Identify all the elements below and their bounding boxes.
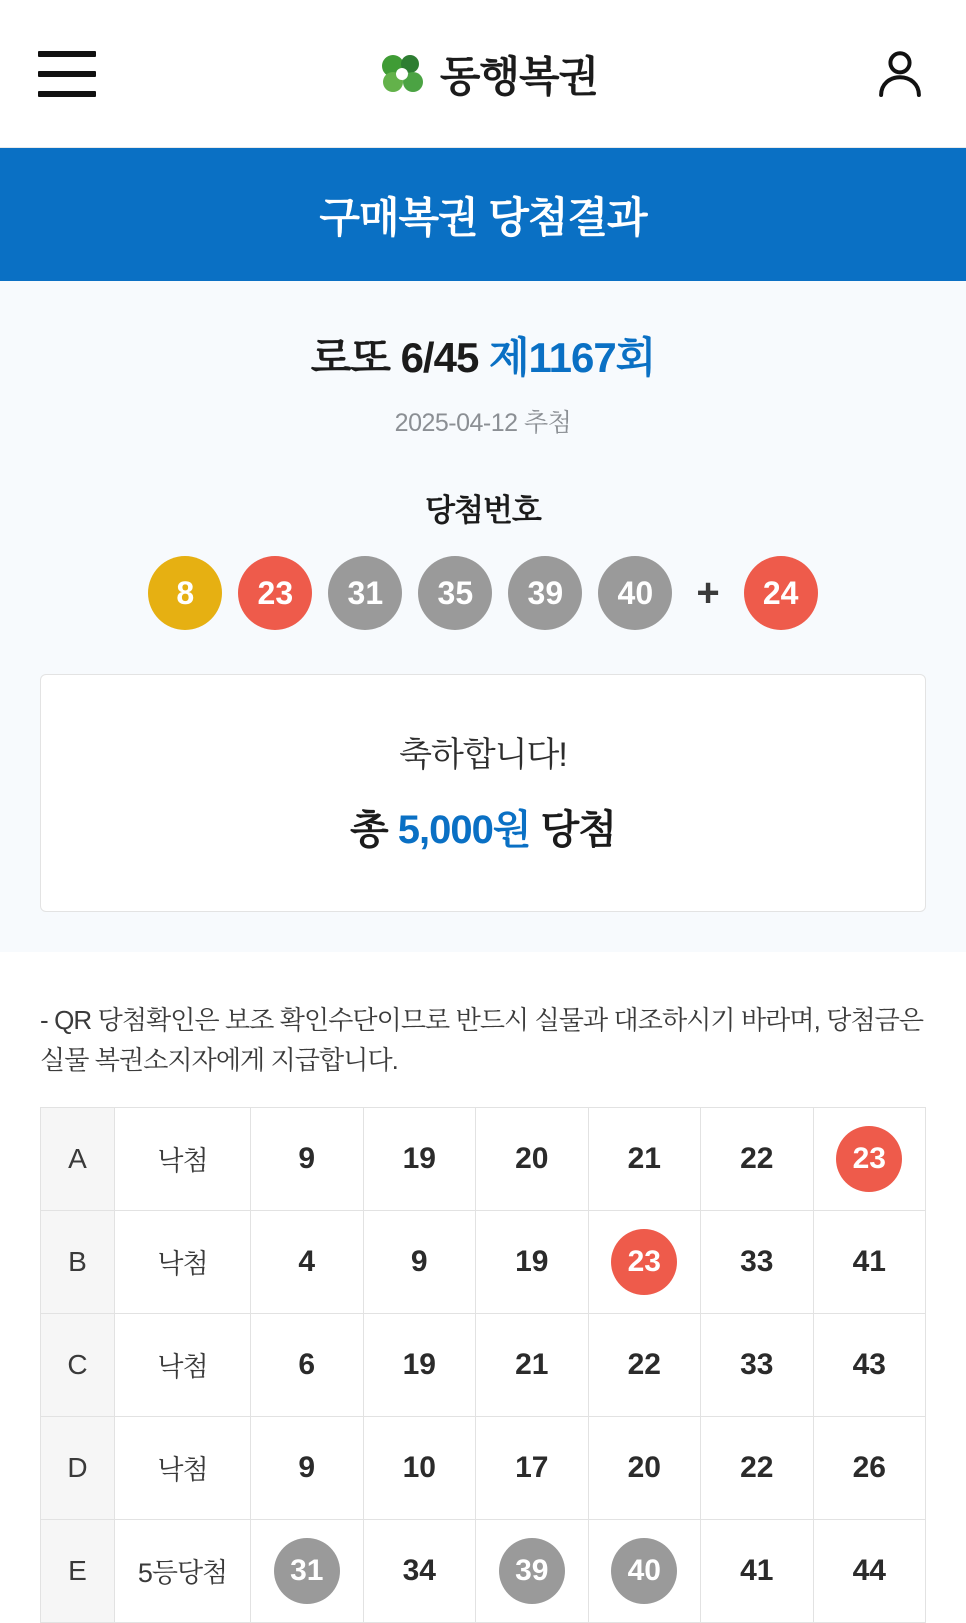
hamburger-icon[interactable] — [38, 51, 96, 97]
ticket-number-matched — [476, 1519, 589, 1622]
ticket-number — [476, 1313, 589, 1416]
number-text: 43 — [852, 1347, 886, 1381]
hamburger-bar — [38, 91, 96, 97]
clover-logo-icon — [380, 52, 428, 96]
number-text: 10 — [402, 1450, 436, 1484]
number-text: 17 — [515, 1450, 549, 1484]
number-text: 19 — [515, 1244, 549, 1278]
draw-date: 2025-04-12 추첨 — [394, 409, 572, 437]
ticket-number — [476, 1107, 589, 1210]
ticket-slot: E — [41, 1519, 115, 1622]
ticket-status: 낙첨 — [115, 1313, 251, 1416]
number-text: 19 — [402, 1347, 436, 1381]
page-banner — [0, 148, 966, 281]
number-text: 9 — [298, 1141, 316, 1175]
winning-ball: 23 — [238, 556, 312, 630]
number-text: 44 — [852, 1553, 886, 1587]
ticket-status: 5등당첨 — [115, 1519, 251, 1622]
game-round-heading — [0, 325, 966, 385]
total-suffix: 당첨 — [530, 808, 616, 852]
ticket-number — [476, 1416, 589, 1519]
ticket-number — [251, 1416, 364, 1519]
draw-result-section — [0, 281, 966, 952]
ticket-status: 낙첨 — [115, 1210, 251, 1313]
ticket-number — [588, 1416, 701, 1519]
number-text: 6 — [298, 1347, 316, 1381]
total-prize-line — [41, 798, 925, 855]
winning-numbers-row — [0, 556, 966, 630]
ticket-results-table — [40, 1107, 926, 1623]
number-text: 41 — [852, 1244, 886, 1278]
page-title: 구매복권 당첨결과 — [319, 193, 647, 241]
ticket-table-body — [41, 1107, 926, 1622]
ticket-number — [701, 1210, 814, 1313]
ticket-number — [588, 1107, 701, 1210]
ticket-number — [813, 1519, 926, 1622]
number-text: 26 — [852, 1450, 886, 1484]
total-prefix: 총 — [350, 808, 398, 852]
matched-ball: 40 — [611, 1538, 677, 1604]
table-row — [41, 1210, 926, 1313]
ticket-status: 낙첨 — [115, 1107, 251, 1210]
hamburger-bar — [38, 51, 96, 57]
winning-ball: 31 — [328, 556, 402, 630]
plus-sign: + — [696, 570, 720, 615]
ticket-number — [813, 1313, 926, 1416]
hamburger-bar — [38, 71, 96, 77]
winning-ball: 35 — [418, 556, 492, 630]
ticket-number-matched — [588, 1210, 701, 1313]
game-name: 로또 6/45 — [310, 334, 479, 381]
ticket-number — [251, 1107, 364, 1210]
number-text: 9 — [410, 1244, 428, 1278]
ticket-number — [363, 1210, 476, 1313]
brand-text: 동행복권 — [439, 52, 599, 100]
number-text: 22 — [740, 1141, 774, 1175]
number-text: 4 — [298, 1244, 316, 1278]
prize-amount: 5,000원 — [397, 808, 531, 852]
ticket-number — [701, 1416, 814, 1519]
ticket-number — [363, 1313, 476, 1416]
number-text: 20 — [515, 1141, 549, 1175]
winning-ball: 40 — [598, 556, 672, 630]
ticket-number — [701, 1313, 814, 1416]
number-text: 19 — [402, 1141, 436, 1175]
ticket-number — [476, 1210, 589, 1313]
person-icon[interactable] — [872, 46, 928, 102]
matched-ball: 23 — [836, 1126, 902, 1192]
ticket-number — [363, 1519, 476, 1622]
brand-logo[interactable] — [380, 44, 598, 104]
number-text: 21 — [515, 1347, 549, 1381]
ticket-number — [251, 1210, 364, 1313]
prize-summary-card — [40, 674, 926, 912]
winning-ball: 8 — [148, 556, 222, 630]
matched-ball: 39 — [499, 1538, 565, 1604]
ticket-number — [813, 1210, 926, 1313]
app-header — [0, 0, 966, 148]
table-row — [41, 1107, 926, 1210]
bonus-ball: 24 — [744, 556, 818, 630]
number-text: 33 — [740, 1347, 774, 1381]
number-text: 41 — [740, 1553, 774, 1587]
matched-ball: 31 — [274, 1538, 340, 1604]
ticket-number-matched — [588, 1519, 701, 1622]
ticket-slot: D — [41, 1416, 115, 1519]
ticket-status: 낙첨 — [115, 1416, 251, 1519]
number-text: 22 — [627, 1347, 661, 1381]
number-text: 33 — [740, 1244, 774, 1278]
ticket-number — [588, 1313, 701, 1416]
ticket-number-matched — [251, 1519, 364, 1622]
ticket-number-matched — [813, 1107, 926, 1210]
number-text: 22 — [740, 1450, 774, 1484]
ticket-number — [813, 1416, 926, 1519]
winning-numbers-label: 당첨번호 — [425, 493, 541, 528]
ticket-number — [363, 1107, 476, 1210]
ticket-number — [363, 1416, 476, 1519]
congrats-text: 축하합니다! — [399, 736, 567, 774]
ticket-slot: A — [41, 1107, 115, 1210]
round-number: 제1167회 — [488, 334, 656, 381]
number-text: 20 — [627, 1450, 661, 1484]
matched-ball: 23 — [611, 1229, 677, 1295]
number-text: 21 — [627, 1141, 661, 1175]
table-row — [41, 1416, 926, 1519]
number-text: 9 — [298, 1450, 316, 1484]
qr-notice-text: - QR 당첨확인은 보조 확인수단이므로 반드시 실물과 대조하시기 바라며, 당첨금은 실물 복권소지자에게 지급합니다. — [40, 1005, 924, 1076]
ticket-number — [701, 1107, 814, 1210]
ticket-slot: B — [41, 1210, 115, 1313]
number-text: 34 — [402, 1553, 436, 1587]
table-row — [41, 1519, 926, 1622]
ticket-number — [701, 1519, 814, 1622]
winning-ball: 39 — [508, 556, 582, 630]
table-row — [41, 1313, 926, 1416]
ticket-number — [251, 1313, 364, 1416]
ticket-slot: C — [41, 1313, 115, 1416]
